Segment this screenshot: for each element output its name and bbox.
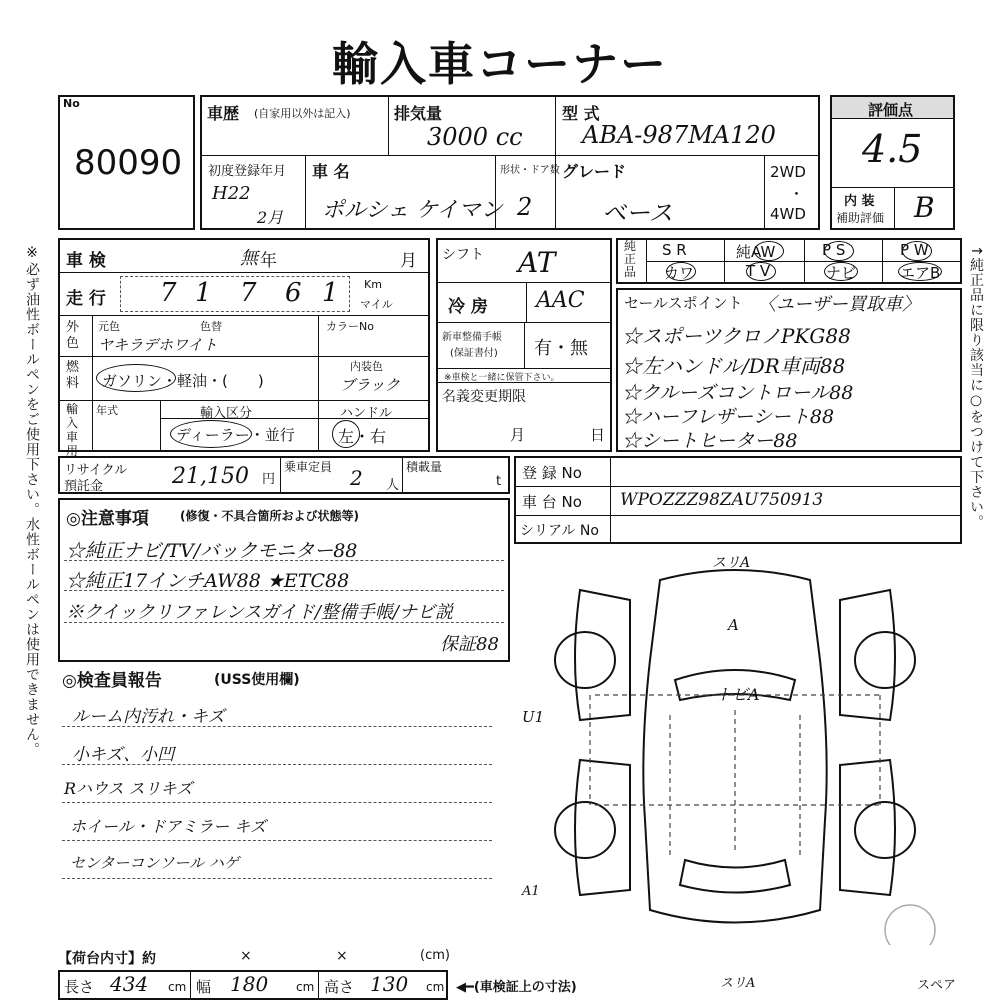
import-year-label: 年式 (96, 404, 118, 417)
dimensions-row (58, 970, 448, 1000)
genuine-item: S R (662, 241, 687, 259)
car-name-value: ポルシェ ケイマン (322, 198, 503, 223)
inspector-line: Rハウス スリキズ (64, 779, 193, 798)
note-line: 保証88 (440, 634, 499, 655)
genuine-item: エアB (900, 264, 941, 282)
import-handle-label: ハンドル (340, 406, 393, 421)
interior-eval-label-1: 内 装 (844, 194, 875, 209)
cargo-unit: (cm) (420, 948, 450, 963)
notes-label: ◎注意事項 (66, 509, 149, 529)
inspector-line: ホイール・ドアミラー キズ (70, 817, 266, 836)
capacity-label: 乗車定員 (284, 460, 333, 474)
sales-point-line: ☆シートヒーター88 (622, 430, 798, 452)
sales-points-label: セールスポイント (624, 294, 743, 312)
sales-point-line: ☆左ハンドル/DR車両88 (622, 354, 846, 378)
shift-value: AT (518, 246, 556, 279)
score-value: 4.5 (862, 127, 923, 171)
score-box (830, 95, 955, 230)
diagram-spare-label: スペア (917, 978, 957, 993)
sales-points-block (616, 288, 962, 452)
manual-label-1: 新車整備手帳 (442, 332, 502, 343)
cargo-x2: × (336, 948, 348, 964)
score-label: 評価点 (868, 101, 914, 119)
diagram-front-label: スリA (712, 555, 751, 571)
capacity-value: 2 (350, 466, 363, 490)
mileage-digit: 1 (322, 278, 339, 308)
import-kubun-label: 輸入区分 (200, 406, 253, 421)
registration-label: 登 録 No (522, 464, 582, 482)
inspection-era: 年 (260, 251, 277, 271)
mileage-digit: 7 (240, 278, 257, 308)
vehicle-info-block (58, 238, 430, 458)
length-unit: cm (168, 980, 187, 994)
color-repaint-label: 色替 (200, 320, 222, 333)
color-label: 外色 (66, 320, 80, 351)
recycle-unit: 円 (262, 472, 276, 487)
inspector-sublabel: (USS使用欄) (214, 672, 300, 688)
genuine-item: カワ (664, 264, 695, 282)
dims-note: ◀━(車検証上の寸法) (456, 980, 577, 995)
mileage-digit: 7 (160, 278, 177, 308)
sales-point-line: ☆スポーツクロノPKG88 (622, 324, 851, 348)
inspection-value: 無 (240, 248, 258, 269)
mileage-label: 走 行 (66, 289, 106, 309)
drive-4wd: 4WD (770, 205, 806, 223)
drive-dot: ・ (789, 185, 805, 203)
diagram-rear-label: スリA (720, 976, 756, 991)
car-name-label: 車 名 (312, 162, 350, 181)
grade-value: ベース (602, 199, 673, 227)
cargo-label: 【荷台内寸】約 (58, 951, 156, 967)
notes-sublabel: (修復・不具合箇所および状態等) (180, 509, 359, 523)
height-value: 130 (370, 972, 409, 996)
serial-label: シリアル No (520, 523, 599, 539)
fuel-label: 燃料 (66, 360, 80, 391)
chassis-value: WPOZZZ98ZAU750913 (620, 490, 824, 510)
width-label: 幅 (196, 978, 212, 996)
interior-color-value: ブラック (340, 376, 400, 394)
grade-label: グレード (562, 162, 627, 181)
side-note-left: ※必ず油性ボールペンをご使用下さい。水性ボールペンは使用できません。 (24, 245, 40, 757)
interior-color-label: 内装色 (350, 360, 383, 373)
lot-number: 80090 (74, 143, 183, 183)
height-unit: cm (426, 980, 445, 994)
genuine-item: P S (822, 241, 846, 259)
vehicle-header-block (200, 95, 820, 230)
name-change-month: 月 (510, 426, 526, 444)
mileage-unit-km: Km (364, 278, 382, 291)
chassis-block (514, 456, 962, 544)
mileage-digit: 6 (285, 278, 302, 308)
note-line: ☆純正ナビ/TV/バックモニター88 (66, 540, 358, 562)
displacement-value: 3000 cc (427, 123, 523, 151)
inspection-month: 月 (400, 251, 417, 271)
manual-value: 有・無 (534, 338, 588, 359)
sales-point-line: ☆ハーフレザーシート88 (622, 406, 835, 428)
inspection-label: 車 検 (66, 251, 106, 271)
cargo-x1: × (240, 948, 252, 964)
width-value: 180 (230, 972, 269, 996)
inspector-line: センターコンソール ハゲ (70, 854, 239, 872)
interior-eval-value: B (914, 191, 935, 224)
drive-2wd: 2WD (770, 163, 806, 181)
doors-value: 2 (517, 193, 533, 221)
manual-note: ※車検と一緒に保管下さい。 (444, 373, 560, 383)
color-orig-label: 元色 (98, 320, 120, 333)
aircon-value: AAC (536, 288, 585, 313)
equipment-block (436, 238, 612, 452)
lot-label: No (63, 97, 80, 110)
chassis-label: 車 台 No (522, 493, 582, 511)
width-unit: cm (296, 980, 315, 994)
genuine-item: T V (746, 262, 771, 280)
manual-label-2: (保証書付) (450, 348, 498, 359)
color-no-label: カラーNo (326, 320, 374, 333)
notes-block (58, 498, 510, 662)
model-code-label: 型 式 (562, 104, 600, 123)
first-reg-month: 2月 (257, 208, 284, 227)
diagram-side-label: U1 (522, 708, 545, 726)
car-damage-diagram (520, 550, 960, 945)
load-unit: t (496, 474, 502, 489)
side-note-right: ↑純正品に限り該当に○をつけて下さい。 (968, 245, 984, 530)
length-value: 434 (110, 972, 149, 996)
recycle-value: 21,150 (172, 464, 249, 489)
page-title: 輸入車コーナー (332, 37, 668, 91)
genuine-label: 純正品 (624, 239, 637, 279)
color-orig-value: ヤキラデホワイト (98, 336, 218, 354)
height-label: 高さ (324, 978, 355, 996)
mileage-unit-mile: マイル (360, 298, 393, 311)
diagram-roof-label: トビA (716, 685, 760, 704)
displacement-label: 排気量 (394, 104, 443, 123)
inspector-label: ◎検査員報告 (62, 671, 162, 691)
inspector-block (58, 664, 510, 944)
aircon-label: 冷 房 (448, 297, 488, 317)
first-reg-year: H22 (212, 183, 251, 204)
note-line: ※クイックリファレンスガイド/整備手帳/ナビ説 (66, 602, 453, 623)
note-line: ☆純正17インチAW88 ★ETC88 (66, 570, 350, 592)
inspector-line: 小キズ、小凹 (72, 745, 175, 765)
history-sublabel: (自家用以外は記入) (254, 107, 351, 120)
diagram-hood-label: A (728, 616, 739, 634)
genuine-parts-block (616, 238, 962, 284)
recycle-block (58, 456, 510, 494)
shift-label: シフト (442, 247, 484, 263)
length-label: 長さ (64, 978, 95, 996)
lot-box (58, 95, 195, 230)
sales-point-line: ☆クルーズコントロール88 (622, 382, 854, 404)
genuine-item: 純AW (736, 243, 776, 261)
recycle-label-2: 預託金 (64, 479, 104, 494)
model-code-value: ABA-987MA120 (582, 121, 776, 149)
genuine-item: ナビ (826, 264, 857, 282)
import-handle-value: 左・右 (338, 427, 387, 446)
name-change-label: 名義変更期限 (442, 389, 526, 405)
inspector-line: ルーム内汚れ・キズ (72, 707, 225, 727)
load-label: 積載量 (406, 460, 443, 474)
import-label: 輸入車用 (66, 402, 79, 458)
history-label: 車歴 (207, 104, 240, 123)
name-change-day: 日 (590, 426, 606, 444)
mileage-digit: 1 (195, 278, 212, 308)
sales-points-header-note: 〈ユーザー買取車〉 (758, 294, 920, 315)
capacity-unit: 人 (386, 478, 400, 493)
doors-label: 形状・ドア数 (500, 165, 560, 176)
interior-eval-label-2: 補助評価 (836, 211, 885, 225)
recycle-label-1: リサイクル (64, 463, 128, 478)
diagram-rear-left-label: A1 (522, 884, 540, 899)
fuel-value: ガソリン・軽油・( ) (102, 372, 264, 390)
import-kubun-value: ディーラー・並行 (176, 426, 295, 444)
cargo-row (58, 946, 458, 968)
first-reg-label: 初度登録年月 (208, 164, 287, 179)
genuine-item: P W (900, 241, 929, 259)
